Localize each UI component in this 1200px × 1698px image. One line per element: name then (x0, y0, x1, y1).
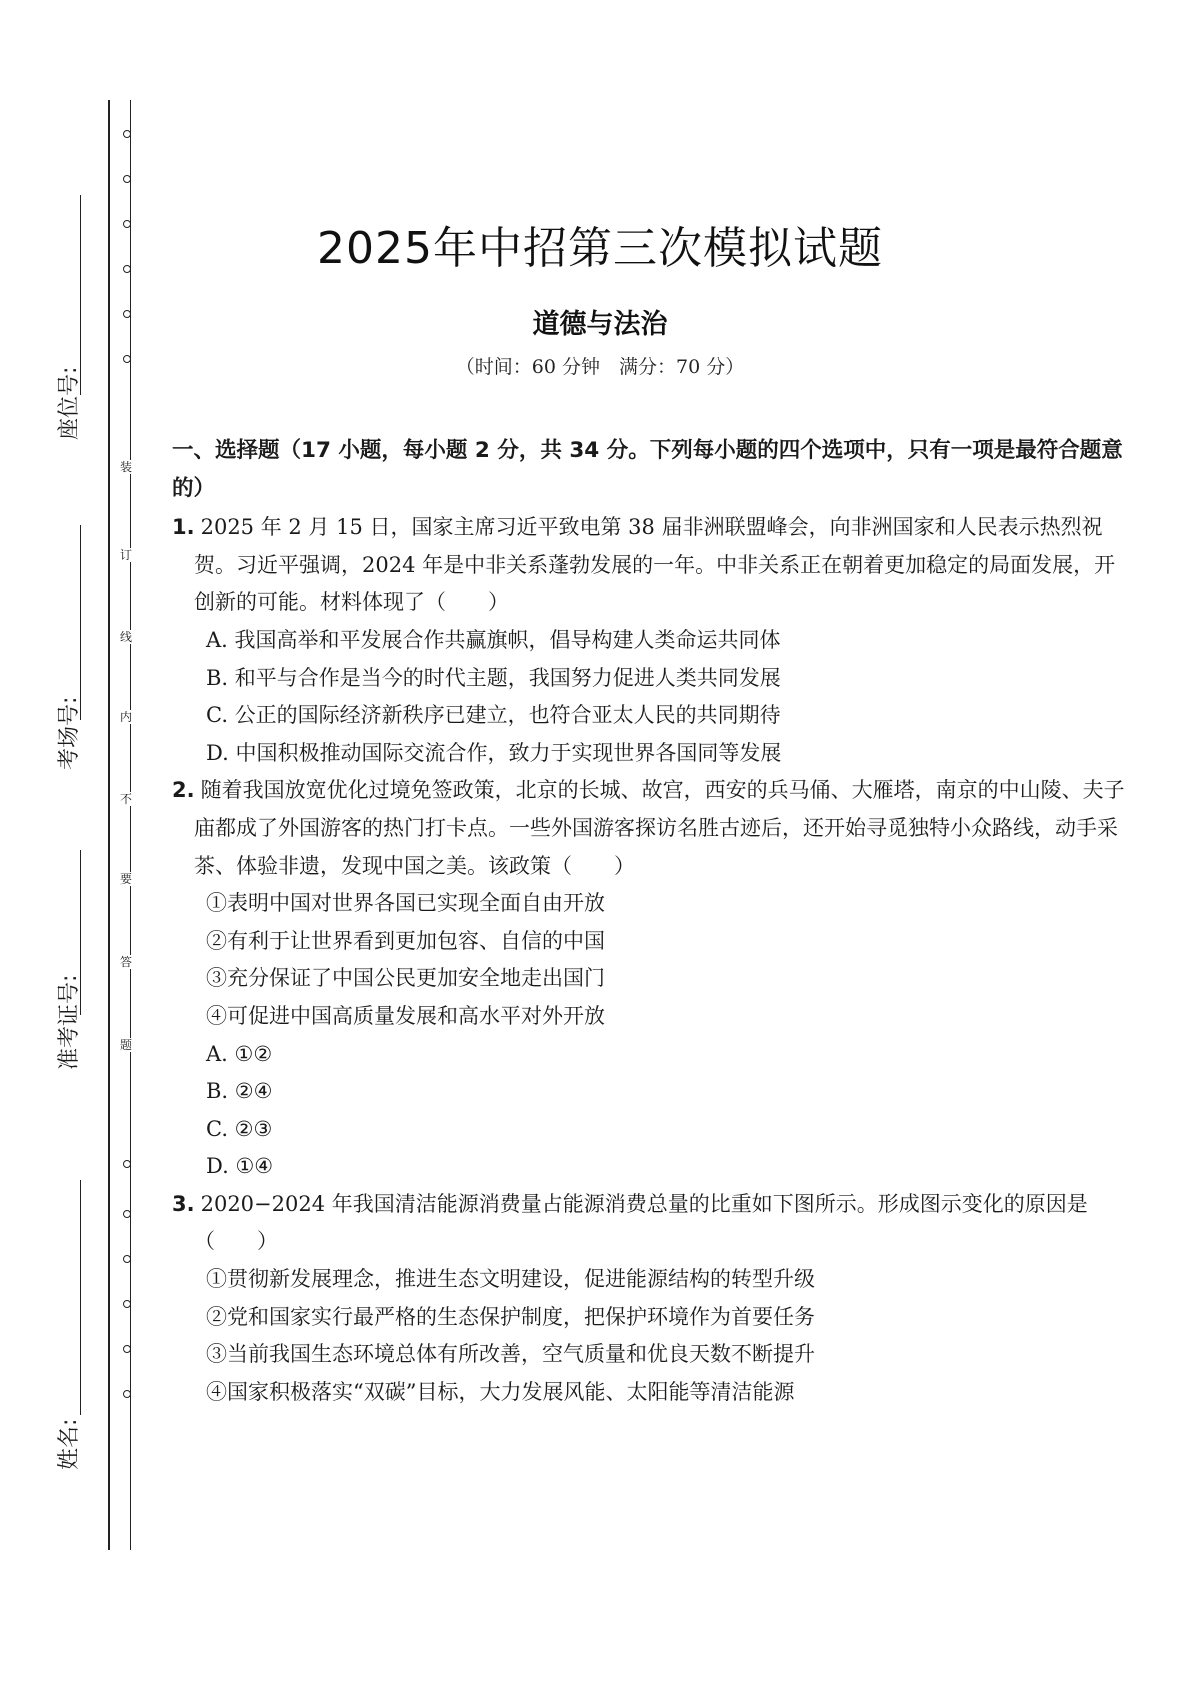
option-d[interactable]: D. 中国积极推动国际交流合作，致力于实现世界各国同等发展 (206, 740, 782, 765)
seal-circle (123, 1300, 131, 1308)
seal-circle (123, 1390, 131, 1398)
statement-3: ③充分保证了中国公民更加安全地走出国门 (206, 966, 605, 991)
statement-4: ④可促进中国高质量发展和高水平对外开放 (206, 1003, 605, 1028)
statement-1: ①贯彻新发展理念，推进生态文明建设，促进能源结构的转型升级 (206, 1267, 815, 1292)
seal-circle (123, 130, 131, 138)
question-number: 1. (172, 515, 195, 540)
statement-2: ②有利于让世界看到更加包容、自信的中国 (206, 928, 605, 953)
seal-character: 装 (116, 460, 136, 474)
seal-circle (123, 1160, 131, 1168)
question-number: 2. (172, 778, 195, 803)
question-3 (172, 1186, 1132, 1412)
statement-2: ②党和国家实行最严格的生态保护制度，把保护环境作为首要任务 (206, 1304, 815, 1329)
statement-1: ①表明中国对世界各国已实现全面自由开放 (206, 891, 605, 916)
question-3-stem (172, 1186, 1132, 1261)
question-1 (172, 509, 1132, 772)
name-label: 姓名: (57, 1418, 82, 1470)
option-c[interactable]: C. 公正的国际经济新秩序已建立，也符合亚太人民的共同期待 (206, 703, 781, 728)
question-text: 随着我国放宽优化过境免签政策，北京的长城、故宫，西安的兵马俑、大雁塔，南京的中山陵、夫子庙都成了外国游客的热门打卡点。一些外国游客探访名胜古迹后，还开始寻觅独特小众路线，动手采茶、体验非遗，发现中国之美。该政策（ ） (194, 778, 1125, 878)
seal-character: 内 (116, 710, 136, 724)
seal-circle (123, 1210, 131, 1218)
option-d[interactable]: D. ①④ (206, 1154, 274, 1179)
option-a[interactable]: A. 我国高举和平发展合作共赢旗帜，倡导构建人类命运共同体 (206, 627, 781, 652)
exam-content (172, 432, 1132, 1411)
seal-circle (123, 175, 131, 183)
admission-number-label: 准考证号: (57, 974, 82, 1070)
name-underline[interactable] (80, 1180, 81, 1415)
seal-circle (123, 1255, 131, 1263)
question-text: 2020−2024 年我国清洁能源消费量占能源消费总量的比重如下图所示。形成图示变化的原因是（ ） (194, 1191, 1088, 1254)
seal-character: 不 (116, 792, 136, 806)
section-heading: 一、选择题（17 小题，每小题 2 分，共 34 分。下列每小题的四个选项中，只有一项是最符合题意的） (172, 438, 1123, 501)
time-info: （时间：60 分钟 满分：70 分） (455, 356, 745, 378)
question-1-stem (172, 509, 1132, 622)
option-b[interactable]: B. 和平与合作是当今的时代主题，我国努力促进人类共同发展 (206, 665, 781, 690)
option-b[interactable]: B. ②④ (206, 1079, 273, 1104)
seal-character: 题 (116, 1038, 136, 1052)
statement-3: ③当前我国生态环境总体有所改善，空气质量和优良天数不断提升 (206, 1342, 815, 1367)
exam-title: 2025年中招第三次模拟试题 (317, 223, 883, 274)
seal-character: 答 (116, 955, 136, 969)
seal-circle (123, 1345, 131, 1353)
admission-number-underline[interactable] (80, 850, 81, 1015)
exam-room-label: 考场号: (57, 696, 82, 770)
exam-room-underline[interactable] (80, 525, 81, 720)
seal-character: 线 (116, 630, 136, 644)
question-text: 2025 年 2 月 15 日，国家主席习近平致电第 38 届非洲联盟峰会，向非洲国家和人民表示热烈祝贺。习近平强调，2024 年是中非关系蓬勃发展的一年。中非关系正在朝着更加稳定的局面发展，开创新的可能。材料体现了（ ） (194, 515, 1116, 615)
question-2 (172, 772, 1132, 1186)
statement-4: ④国家积极落实“双碳”目标，大力发展风能、太阳能等清洁能源 (206, 1379, 795, 1404)
seat-number-label: 座位号: (57, 366, 82, 440)
seal-character: 订 (116, 548, 136, 562)
subject-title: 道德与法治 (532, 309, 668, 340)
seal-character: 要 (116, 872, 136, 886)
question-2-stem (172, 772, 1132, 885)
option-a[interactable]: A. ①② (206, 1041, 273, 1066)
option-c[interactable]: C. ②③ (206, 1116, 273, 1141)
question-number: 3. (172, 1191, 195, 1216)
